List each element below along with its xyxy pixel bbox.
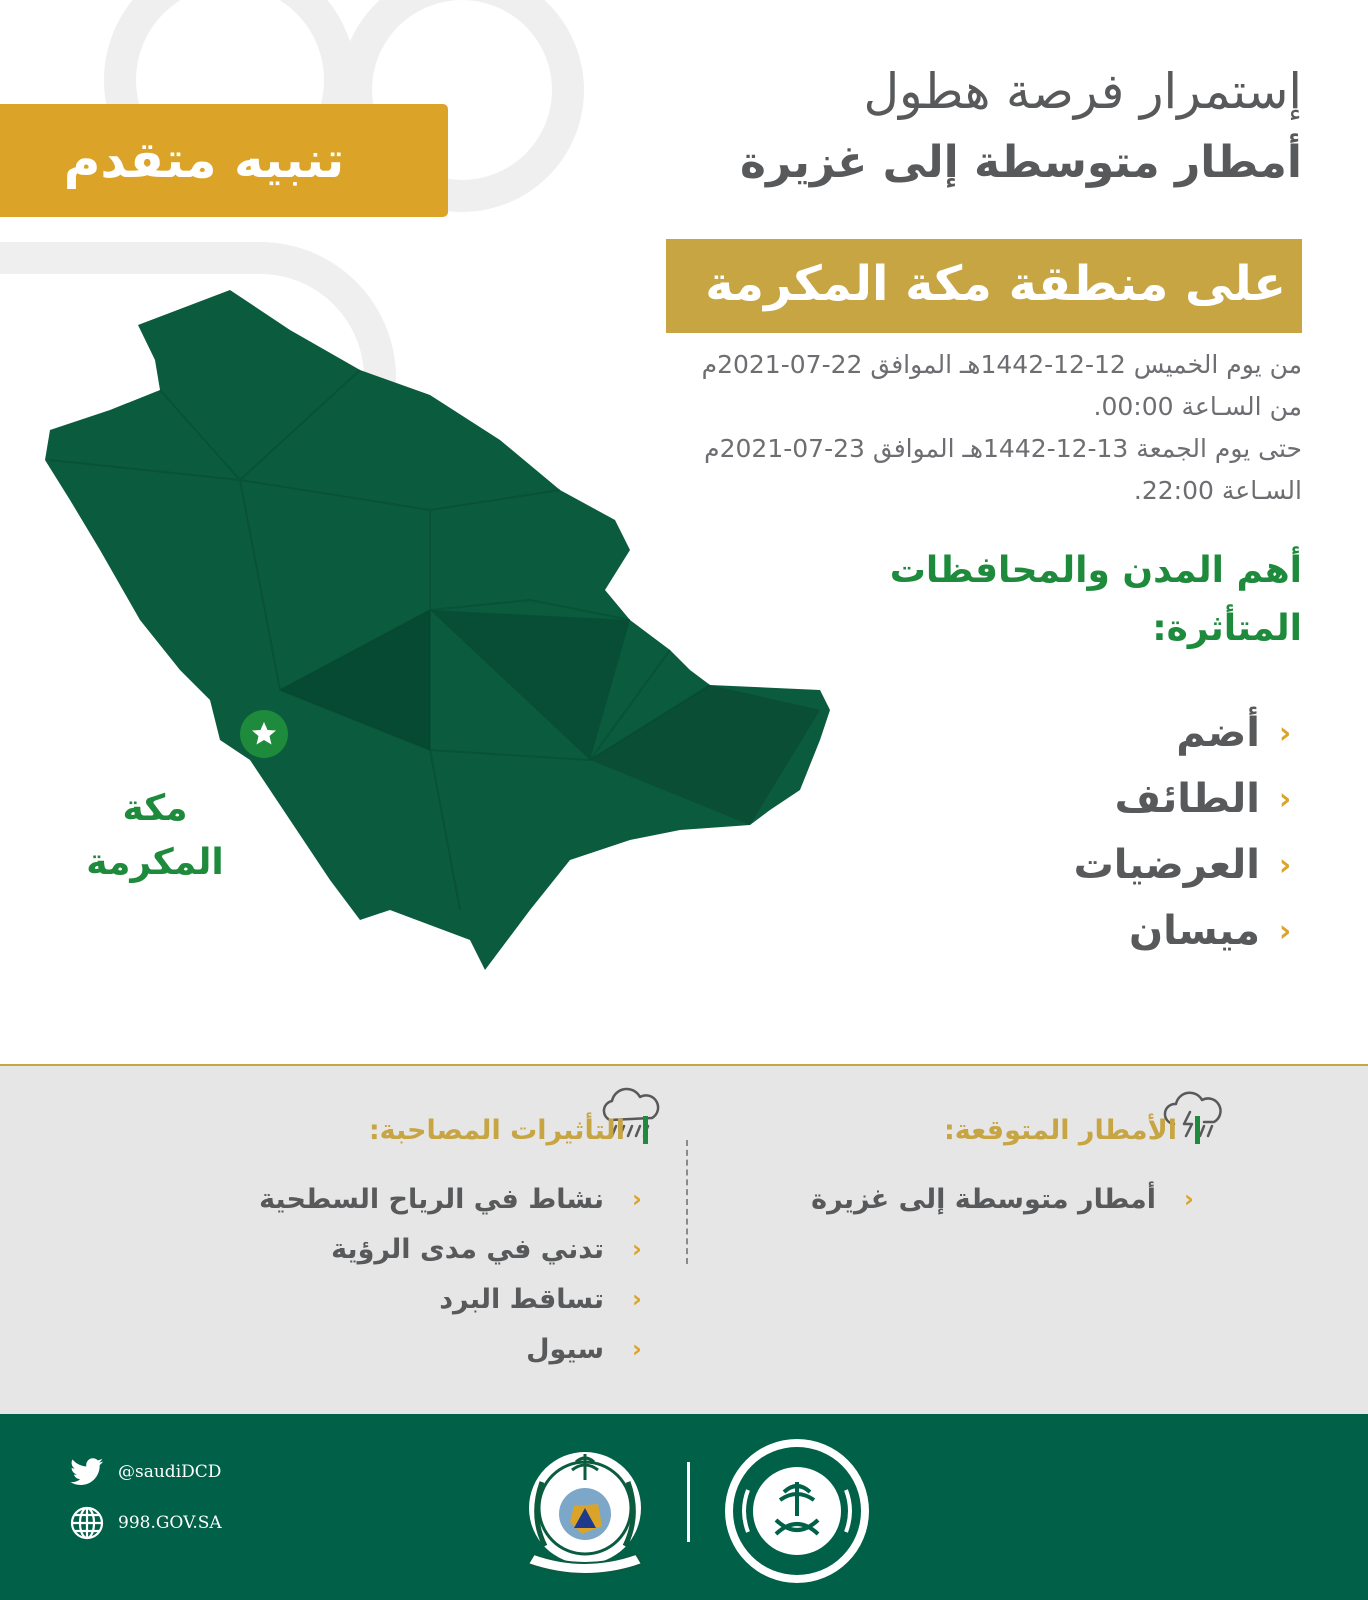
list-item	[148, 1174, 648, 1224]
city-name: ميسان	[1129, 908, 1260, 954]
footer	[0, 1414, 1368, 1600]
effects-list	[148, 1174, 648, 1374]
twitter-icon	[70, 1458, 104, 1486]
period-from-line: من يوم الخميس 12-12-1442هـ الموافق 22-07-2021م	[701, 350, 1302, 379]
chevron-left-icon: ‹	[632, 1235, 642, 1263]
city-name: الطائف	[1114, 776, 1260, 822]
period-to-time: السـاعة 22:00.	[1133, 476, 1302, 505]
chevron-left-icon: ‹	[1278, 715, 1292, 751]
globe-icon	[70, 1506, 104, 1540]
cities-heading-line2: المتأثرة:	[1152, 608, 1302, 649]
website-link[interactable]	[70, 1506, 222, 1540]
expected-rain-title: الأمطار المتوقعة:	[944, 1114, 1177, 1146]
list-item	[148, 1224, 648, 1274]
twitter-handle: @saudiDCD	[118, 1462, 222, 1482]
list-item	[760, 1174, 1200, 1224]
civil-defense-emblem	[510, 1436, 660, 1586]
expected-rain-heading	[760, 1106, 1200, 1154]
expected-rain-list	[760, 1174, 1200, 1224]
headline-line2: أمطار متوسطة إلى غزيرة	[739, 137, 1302, 188]
chevron-left-icon: ‹	[632, 1335, 642, 1363]
city-name: أضم	[1176, 710, 1260, 756]
footer-logo-separator	[687, 1462, 690, 1542]
affected-cities-list	[836, 700, 1296, 964]
chevron-left-icon: ‹	[1278, 847, 1292, 883]
city-item	[836, 766, 1296, 832]
cities-heading-line1: أهم المدن والمحافظات	[889, 550, 1302, 591]
chevron-left-icon: ‹	[1278, 781, 1292, 817]
heading-accent-bar	[643, 1116, 648, 1144]
list-item	[148, 1324, 648, 1374]
effects-section	[148, 1106, 648, 1374]
list-item	[148, 1274, 648, 1324]
chevron-left-icon: ‹	[632, 1285, 642, 1313]
list-item-text: أمطار متوسطة إلى غزيرة	[811, 1183, 1156, 1215]
chevron-left-icon: ‹	[1184, 1185, 1194, 1213]
twitter-link[interactable]	[70, 1458, 221, 1486]
chevron-left-icon: ‹	[632, 1185, 642, 1213]
map-label-line1: مكة	[122, 788, 188, 829]
headline-line1: إستمرار فرصة هطول	[863, 63, 1302, 120]
period-from-time: من السـاعة 00:00.	[1093, 392, 1302, 421]
list-item-text: نشاط في الرياح السطحية	[259, 1183, 604, 1215]
advanced-alert-badge: تنبيه متقدم	[0, 104, 448, 217]
effects-title: التأثيرات المصاحبة:	[368, 1114, 625, 1146]
city-item	[836, 832, 1296, 898]
chevron-left-icon: ‹	[1278, 913, 1292, 949]
region-banner: على منطقة مكة المكرمة	[666, 239, 1302, 333]
city-item	[836, 898, 1296, 964]
map-label-makkah	[70, 782, 240, 890]
list-item-text: سيول	[526, 1333, 604, 1365]
city-name: العرضيات	[1073, 842, 1260, 888]
headline	[662, 60, 1302, 194]
city-item	[836, 700, 1296, 766]
list-item-text: تساقط البرد	[439, 1283, 604, 1315]
map-label-line2: المكرمة	[86, 842, 224, 883]
section-divider	[686, 1140, 688, 1264]
info-panel	[0, 1064, 1368, 1414]
list-item-text: تدني في مدى الرؤية	[331, 1233, 604, 1265]
website-url: 998.GOV.SA	[118, 1513, 222, 1533]
effects-heading	[148, 1106, 648, 1154]
period-to-line: حتى يوم الجمعة 13-12-1442هـ الموافق 23-07-2021م	[704, 434, 1302, 463]
ministry-of-interior-emblem	[722, 1436, 872, 1586]
expected-rain-section	[760, 1106, 1200, 1224]
heading-accent-bar	[1195, 1116, 1200, 1144]
